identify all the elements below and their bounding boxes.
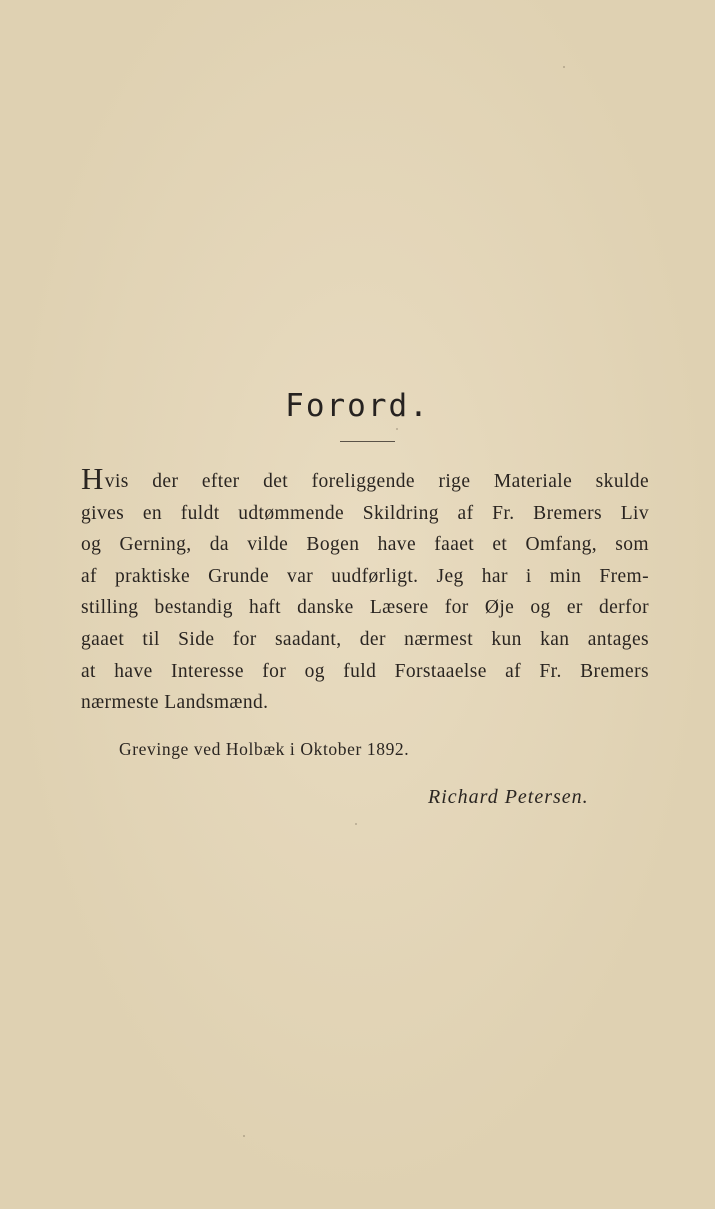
preface-paragraph [81, 461, 649, 719]
paragraph-line-4: af praktiske Grunde var uudførligt. Jeg har i min Frem- [81, 565, 649, 587]
drop-cap: H [81, 461, 104, 496]
paper-speck [243, 1135, 245, 1137]
place-and-date: Grevinge ved Holbæk i Oktober 1892. [119, 739, 410, 759]
paragraph-line-1-text: vis der efter det foreliggende rige Materiale skulde [104, 471, 649, 492]
paper-speck [355, 823, 357, 825]
title-divider [340, 441, 395, 442]
page-title: Forord. [285, 388, 430, 424]
paper-speck [396, 428, 398, 430]
paragraph-line-8: nærmeste Landsmænd. [81, 692, 269, 714]
paragraph-line-1 [81, 461, 649, 498]
paragraph-line-3: og Gerning, da vilde Bogen have faaet et Omfang, som [81, 534, 649, 556]
paper-speck [563, 66, 565, 68]
paragraph-line-5: stilling bestandig haft danske Læsere for Øje og er derfor [81, 597, 649, 619]
paragraph-line-7: at have Interesse for og fuld Forstaaelse af Fr. Bremers [81, 660, 649, 682]
paragraph-line-6: gaaet til Side for saadant, der nærmest kun kan antages [81, 628, 649, 650]
paragraph-line-2: gives en fuldt udtømmende Skildring af Fr. Bremers Liv [81, 502, 649, 524]
author-signature: Richard Petersen. [428, 786, 589, 808]
